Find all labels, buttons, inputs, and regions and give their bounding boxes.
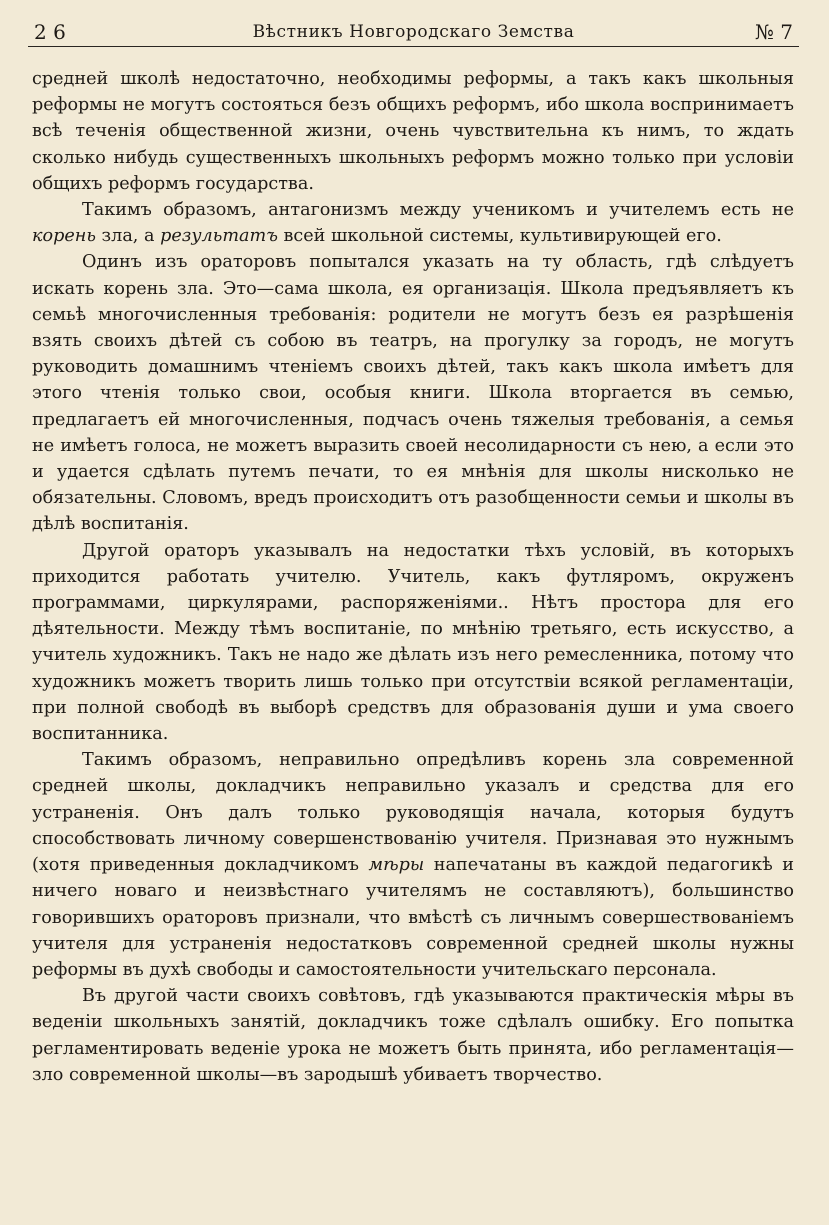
text-run: зла, а (95, 226, 161, 247)
paragraph (32, 747, 794, 983)
paragraph: Въ другой части своихъ совѣтовъ, гдѣ указываются практическія мѣры въ веденіи школьныхъ занятій, докладчикъ тоже сдѣлалъ ошибку. Его попытка регламентировать веденіе урока не можетъ быть принята, ибо регламентація—зло современной школы—въ зародышѣ убиваетъ творчество. (32, 986, 794, 1085)
text-run: Такимъ образомъ, антагонизмъ между ученикомъ и учителемъ есть не (82, 200, 794, 221)
paragraph (32, 197, 794, 249)
text-run: напечатаны въ каждой педагогикѣ и ничего новаго и неизвѣстнаго учителямъ не составляютъ), большинство говорившихъ ораторовъ признали, что вмѣстѣ съ личнымъ совершествованіемъ учителя для устраненія недостатковъ современной средней школы нужны реформы въ духѣ свободы и самостоятельности учительскаго персонала. (32, 855, 794, 980)
paragraph: средней школѣ недостаточно, необходимы реформы, а такъ какъ школьныя реформы не могутъ состояться безъ общихъ реформъ, ибо школа воспринимаетъ всѣ теченія общественной жизни, очень чувствительна къ нимъ, то ждать сколько нибудь существенныхъ школьныхъ реформъ можно только при условіи общихъ реформъ государства. (32, 69, 794, 194)
header-rule (28, 46, 799, 47)
emphasis: мѣры (368, 855, 425, 876)
journal-title: Вѣстникъ Новгородскаго Земства (252, 22, 575, 42)
text-run: Такимъ образомъ, неправильно опредѣливъ корень зла современной средней школы, докладчикъ неправильно указалъ и средства для его устраненія. Онъ далъ только руководящія начала, которыя будутъ способствовать личному совершенствованію учителя. Признавая это нужнымъ (хотя приведенныя докладчикомъ (32, 750, 794, 876)
paragraph: Одинъ изъ ораторовъ попытался указать на ту область, гдѣ слѣдуетъ искать корень зла. Это—сама школа, ея организація. Школа предъявляетъ къ семьѣ многочисленныя требованія: родители не могутъ безъ ея разрѣшенія взять своихъ дѣтей съ собою въ театръ, на прогулку за городъ, не могутъ руководить домашнимъ чтеніемъ своихъ дѣтей, такъ какъ школа имѣетъ для этого чтенія только свои, особыя книги. Школа вторгается въ семью, предлагаетъ ей многочисленныя, подчасъ очень тяжелыя требованія, а семья не имѣетъ голоса, не можетъ выразить своей несолидарности съ нею, а если это и удается сдѣлать путемъ печати, то ея мнѣнія для школы нисколько не обязательны. Словомъ, вредъ происходитъ отъ разобщенности семьи и школы въ дѣлѣ воспитанія. (32, 252, 794, 535)
issue-number: № 7 (754, 20, 793, 44)
emphasis: результатъ (160, 226, 278, 247)
text-run: всей школьной системы, культивирующей его. (277, 226, 722, 247)
emphasis: корень (32, 226, 96, 247)
page-number: 2 6 (34, 20, 66, 44)
running-header (28, 20, 799, 48)
paragraph: Другой ораторъ указывалъ на недостатки тѣхъ условій, въ которыхъ приходится работать учителю. Учитель, какъ футляромъ, окруженъ программами, циркулярами, распоряженіями.. Нѣтъ простора для его дѣятельности. Между тѣмъ воспитаніе, по мнѣнію третьяго, есть искусство, а учитель художникъ. Такъ не надо же дѣлать изъ него ремесленника, потому что художникъ можетъ творить лишь только при отсутствіи всякой регламентаціи, при полной свободѣ въ выборѣ средствъ для образованія души и ума своего воспитанника. (32, 540, 794, 745)
article-body (32, 66, 794, 1088)
